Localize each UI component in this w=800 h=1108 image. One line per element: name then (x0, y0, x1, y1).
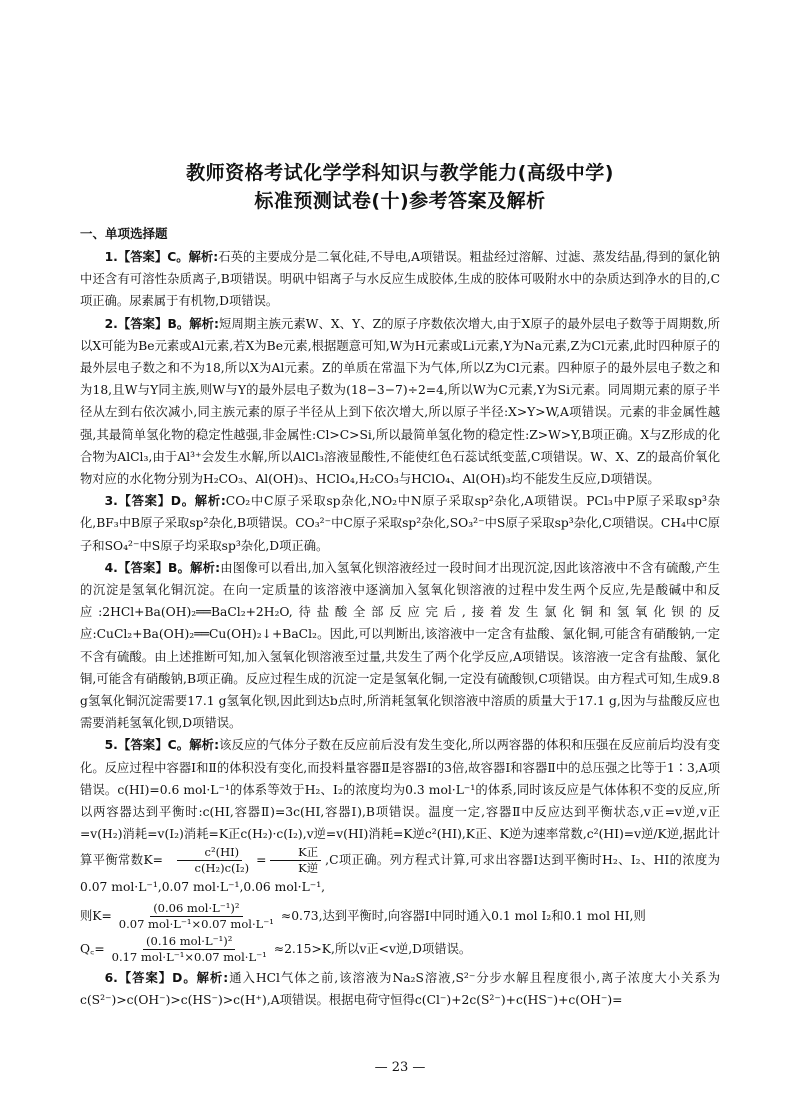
answer-label: 4.【答案】B。解析: (104, 560, 221, 575)
answer-text: CO₂中C原子采取sp杂化,NO₂中N原子采取sp²杂化,A项错误。PCl₃中P原子采取sp³杂化,BF₃中B原子采取sp²杂化,B项错误。CO₃²⁻中C原子采取sp²杂化,SO₃²⁻中S原子采取sp³杂化,C项错误。CH₄中C原子和SO₄²⁻中S原子均采取sp³杂化,D项正确。 (80, 494, 720, 553)
answer-label: 2.【答案】B。解析: (104, 316, 219, 331)
equation-after: ≈0.73,达到平衡时,向容器Ⅰ中同时通入0.1 mol I₂和0.1 mol HI,则 (280, 909, 646, 924)
answer-body (80, 246, 720, 1011)
answer-text: 该反应的气体分子数在反应前后没有发生变化,所以两容器的体积和压强在反应前后均没有变化。反应过程中容器Ⅰ和Ⅱ的体积没有变化,而投料量容器Ⅱ是容器Ⅰ的3倍,故容器Ⅰ和容器Ⅱ中的总压强之比等于1∶3,A项错误。c(HI)=0.6 mol·L⁻¹的体系等效于H₂、I₂的浓度均为0.3 mol·L⁻¹的体系,同时该反应是气体体积不变的反应,所以两容器达到平衡时:c(HI,容器Ⅱ)=3c(HI,容器Ⅰ),B项错误。温度一定,容器Ⅱ中反应达到平衡状态,v正=v逆,v正=v(H₂)消耗=v(I₂)消耗=K正c(H₂)·c(I₂),v逆=v(HI)消耗=K逆c²(HI),K正、K逆为速率常数,c²(HI)=v逆/K逆,据此计算平衡常数 (80, 738, 721, 868)
equilibrium-constant-fraction (167, 845, 252, 876)
answer-text: 短周期主族元素W、X、Y、Z的原子序数依次增大,由于X原子的最外层电子数等于周期数,所以X可能为Be元素或Al元素,若X为Be元素,根据题意可知,W为H元素或Li元素,Y为Na元素,Z为Cl元素,此时四种原子的最外层电子数之和不为18,所以X为Al元素。Z的单质在常温下为气体,所以Z为Cl元素。四种原子的最外层电子数之和为18,且W与Y同主族,则W与Y的最外层电子数为(18−3−7)÷2=4,所以W为C元素,Y为Si元素。同周期元素的原子半径从左到右依次减小,同主族元素的原子半径从上到下依次增大,所以原子半径:X>Y>W,A项错误。元素的非金属性越强,其最简单氢化物的稳定性越强,非金属性:Cl>C>Si,所以最简单氢化物的稳定性:Z>W>Y,B项正确。X与Z形成的化合物为AlCl₃,由于Al³⁺会发生水解,所以AlCl₃溶液显酸性,不能使红色石蕊试纸变蓝,C项错误。W、X、Z的最高价氧化物对应的水化物分别为H₂CO₃、Al(OH)₃、HClO₄,H₂CO₃与HClO₄、Al(OH)₃均不能发生反应,D项错误。 (80, 316, 720, 487)
rate-constant-fraction (270, 845, 321, 876)
answer-item-2 (80, 313, 720, 491)
equation-fraction (109, 934, 270, 965)
fraction-numerator: (0.06 mol·L⁻¹)² (150, 901, 242, 917)
answer-item-4 (80, 557, 720, 735)
answer-label: 5.【答案】C。解析: (104, 738, 219, 753)
answer-item-5 (80, 734, 720, 898)
document-title: 教师资格考试化学学科知识与教学能力(高级中学) (186, 162, 614, 184)
answer-label: 1.【答案】C。解析: (104, 250, 219, 264)
fraction-denominator: 0.07 mol·L⁻¹×0.07 mol·L⁻¹ (118, 916, 274, 931)
fraction-numerator: c²(HI) (177, 845, 242, 861)
document-subtitle: 标准预测试卷(十)参考答案及解析 (254, 190, 546, 212)
section-heading: 一、单项选择题 (80, 226, 168, 241)
answer-text: 由图像可以看出,加入氢氧化钡溶液经过一段时间才出现沉淀,因此该溶液中不含有硫酸,产生的沉淀是氢氧化铜沉淀。在向一定质量的该溶液中逐滴加入氢氧化钡溶液的过程中发生两个反应,先是酸碱中和反应:2HCl+Ba(OH)₂══BaCl₂+2H₂O,待盐酸全部反应完后,接着发生氯化铜和氢氧化钡的反应:CuCl₂+Ba(OH)₂══Cu(OH)₂↓+BaCl₂。因此,可以判断出,该溶液中一定含有盐酸、氯化铜,可能含有硝酸钠,一定不含有硫酸。由上述推断可知,加入氢氧化钡溶液至过量,共发生了两个化学反应,A项错误。该溶液一定含有盐酸、氯化铜,可能含有硝酸钠,B项正确。反应过程生成的沉淀一定是氢氧化铜,一定没有硫酸钡,C项错误。由方程式可知,生成9.8 g氢氧化铜沉淀需要17.1 g氢氧化钡,因此到达b点时,所消耗氢氧化钡溶液中溶质的质量大于17.1 g,因为与盐酸反应也需要消耗氢氧化钡,D项错误。 (80, 560, 720, 731)
fraction-numerator: (0.16 mol·L⁻¹)² (143, 934, 235, 950)
answer-label: 3.【答案】D。解析: (104, 494, 226, 509)
equation-k (80, 901, 720, 932)
answer-item-1 (80, 246, 720, 313)
page-number: — 23 — (374, 1060, 426, 1075)
fraction-numerator: K正 (270, 845, 321, 861)
answer-item-3 (80, 490, 720, 557)
fraction-denominator: K逆 (298, 861, 319, 876)
equation-qc (80, 934, 720, 965)
answer-text: 通入HCl气体之前,该溶液为Na₂S溶液,S²⁻分步水解且程度很小,离子浓度大小关系为c(S²⁻)>c(OH⁻)>c(HS⁻)>c(H⁺),A项错误。根据电荷守恒得c(Cl⁻)+2c(S²⁻)+c(HS⁻)+c(OH⁻)= (80, 970, 720, 1007)
answer-text: 石英的主要成分是二氧化硅,不导电,A项错误。粗盐经过溶解、过滤、蒸发结晶,得到的氯化钠中还含有可溶性杂质离子,B项错误。明矾中铝离子与水反应生成胶体,生成的胶体可吸附水中的杂质达到净水的目的,C项正确。尿素属于有机物,D项错误。 (80, 250, 721, 309)
answer-label: 6.【答案】D。解析: (104, 970, 229, 985)
equation-label: Q꜀= (80, 942, 105, 957)
equals-sign: = (256, 853, 267, 868)
answer-item-6 (80, 967, 720, 1011)
equation-fraction (116, 901, 277, 932)
answer-text-continued: ,C项正确。列方程式计算,可求出容器Ⅰ达到平衡时H₂、I₂、HI的浓度为0.07 mol·L⁻¹,0.07 mol·L⁻¹,0.06 mol·L⁻¹, (80, 853, 720, 895)
equation-label: 则K= (80, 909, 112, 924)
fraction-denominator: 0.17 mol·L⁻¹×0.07 mol·L⁻¹ (111, 949, 267, 964)
equation-after: ≈2.15>K,所以v正<v逆,D项错误。 (273, 942, 472, 957)
equilibrium-constant-label: K= (143, 853, 163, 868)
fraction-denominator: c(H₂)c(I₂) (194, 861, 250, 876)
